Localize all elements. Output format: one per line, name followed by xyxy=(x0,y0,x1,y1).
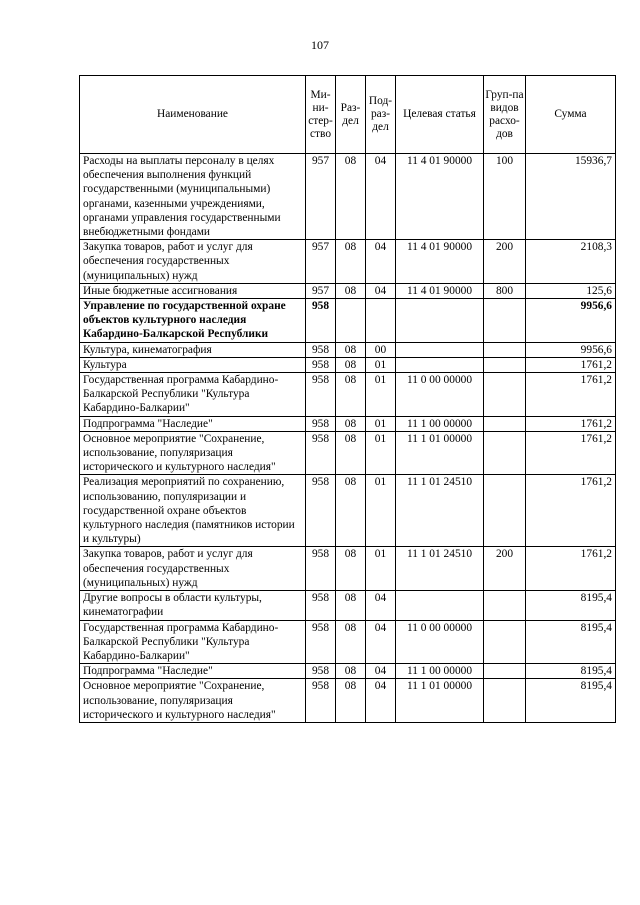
header-target: Целевая статья xyxy=(396,76,484,154)
cell-sum: 125,6 xyxy=(526,283,616,298)
cell-target: 11 1 01 00000 xyxy=(396,679,484,723)
cell-name: Управление по государственной охране объектов культурного наследия Кабардино-Балкарской Республики xyxy=(80,299,306,343)
cell-section: 08 xyxy=(336,679,366,723)
table-row xyxy=(80,591,616,620)
cell-subsection: 04 xyxy=(366,664,396,679)
budget-table xyxy=(79,75,616,723)
cell-ministry: 957 xyxy=(306,154,336,240)
table-row xyxy=(80,240,616,284)
cell-group xyxy=(484,475,526,547)
cell-sum: 1761,2 xyxy=(526,547,616,591)
table-row xyxy=(80,679,616,723)
cell-section: 08 xyxy=(336,416,366,431)
cell-ministry: 958 xyxy=(306,475,336,547)
cell-name: Культура xyxy=(80,357,306,372)
cell-ministry: 958 xyxy=(306,299,336,343)
cell-sum: 8195,4 xyxy=(526,620,616,664)
cell-target: 11 1 01 24510 xyxy=(396,547,484,591)
cell-target: 11 0 00 00000 xyxy=(396,373,484,417)
cell-section: 08 xyxy=(336,620,366,664)
cell-sum: 9956,6 xyxy=(526,342,616,357)
cell-section: 08 xyxy=(336,357,366,372)
cell-section: 08 xyxy=(336,547,366,591)
cell-target: 11 0 00 00000 xyxy=(396,620,484,664)
cell-target: 11 1 00 00000 xyxy=(396,664,484,679)
cell-subsection: 00 xyxy=(366,342,396,357)
header-subsection: Под-раз-дел xyxy=(366,76,396,154)
cell-name: Государственная программа Кабардино-Балкарской Республики "Культура Кабардино-Балкарии" xyxy=(80,373,306,417)
header-ministry: Ми-ни-стер-ство xyxy=(306,76,336,154)
cell-group xyxy=(484,416,526,431)
table-row xyxy=(80,283,616,298)
page-number: 107 xyxy=(311,38,329,52)
cell-section: 08 xyxy=(336,342,366,357)
cell-ministry: 958 xyxy=(306,342,336,357)
cell-name: Подпрограмма "Наследие" xyxy=(80,664,306,679)
cell-name: Подпрограмма "Наследие" xyxy=(80,416,306,431)
cell-target xyxy=(396,342,484,357)
cell-section: 08 xyxy=(336,431,366,475)
table-row xyxy=(80,664,616,679)
cell-subsection: 01 xyxy=(366,416,396,431)
cell-section: 08 xyxy=(336,591,366,620)
cell-section: 08 xyxy=(336,154,366,240)
cell-sum: 8195,4 xyxy=(526,591,616,620)
cell-target: 11 4 01 90000 xyxy=(396,283,484,298)
cell-ministry: 958 xyxy=(306,547,336,591)
cell-ministry: 958 xyxy=(306,620,336,664)
cell-subsection: 04 xyxy=(366,591,396,620)
table-row xyxy=(80,299,616,343)
cell-ministry: 957 xyxy=(306,240,336,284)
cell-group xyxy=(484,664,526,679)
cell-sum: 1761,2 xyxy=(526,357,616,372)
cell-ministry: 958 xyxy=(306,416,336,431)
header-sum: Сумма xyxy=(526,76,616,154)
table-row xyxy=(80,431,616,475)
cell-section xyxy=(336,299,366,343)
cell-ministry: 958 xyxy=(306,664,336,679)
cell-target xyxy=(396,357,484,372)
table-header-row xyxy=(80,76,616,154)
cell-subsection: 04 xyxy=(366,620,396,664)
cell-section: 08 xyxy=(336,475,366,547)
cell-sum: 2108,3 xyxy=(526,240,616,284)
table-row xyxy=(80,373,616,417)
cell-target: 11 1 01 00000 xyxy=(396,431,484,475)
cell-name: Основное мероприятие "Сохранение, использование, популяризация исторического и культурного наследия" xyxy=(80,679,306,723)
cell-group xyxy=(484,357,526,372)
cell-group: 200 xyxy=(484,547,526,591)
cell-sum: 15936,7 xyxy=(526,154,616,240)
cell-name: Реализация мероприятий по сохранению, использованию, популяризации и государственной охране объектов культурного наследия (памятников истории и культуры) xyxy=(80,475,306,547)
header-name: Наименование xyxy=(80,76,306,154)
cell-sum: 9956,6 xyxy=(526,299,616,343)
cell-section: 08 xyxy=(336,664,366,679)
cell-subsection: 01 xyxy=(366,357,396,372)
table-row xyxy=(80,357,616,372)
cell-name: Закупка товаров, работ и услуг для обеспечения государственных (муниципальных) нужд xyxy=(80,547,306,591)
header-group: Груп-па видов расхо-дов xyxy=(484,76,526,154)
cell-group: 100 xyxy=(484,154,526,240)
cell-ministry: 958 xyxy=(306,373,336,417)
cell-target: 11 4 01 90000 xyxy=(396,154,484,240)
cell-ministry: 957 xyxy=(306,283,336,298)
cell-group: 200 xyxy=(484,240,526,284)
cell-subsection: 04 xyxy=(366,679,396,723)
cell-subsection: 04 xyxy=(366,240,396,284)
cell-sum: 8195,4 xyxy=(526,664,616,679)
cell-subsection xyxy=(366,299,396,343)
cell-target: 11 4 01 90000 xyxy=(396,240,484,284)
table-row xyxy=(80,475,616,547)
cell-target: 11 1 00 00000 xyxy=(396,416,484,431)
cell-subsection: 01 xyxy=(366,475,396,547)
cell-name: Иные бюджетные ассигнования xyxy=(80,283,306,298)
cell-sum: 8195,4 xyxy=(526,679,616,723)
table-row xyxy=(80,154,616,240)
cell-name: Расходы на выплаты персоналу в целях обеспечения выполнения функций государственными (муниципальными) органами, казенными учреждениями, органами управления государственными внебюджетными фондами xyxy=(80,154,306,240)
cell-group xyxy=(484,342,526,357)
cell-sum: 1761,2 xyxy=(526,475,616,547)
cell-sum: 1761,2 xyxy=(526,431,616,475)
table-row xyxy=(80,547,616,591)
cell-subsection: 01 xyxy=(366,431,396,475)
table-row xyxy=(80,416,616,431)
cell-section: 08 xyxy=(336,373,366,417)
cell-subsection: 04 xyxy=(366,154,396,240)
cell-subsection: 01 xyxy=(366,547,396,591)
cell-group xyxy=(484,679,526,723)
cell-group xyxy=(484,431,526,475)
cell-name: Государственная программа Кабардино-Балкарской Республики "Культура Кабардино-Балкарии" xyxy=(80,620,306,664)
cell-ministry: 958 xyxy=(306,591,336,620)
cell-group xyxy=(484,373,526,417)
table-row xyxy=(80,342,616,357)
cell-group xyxy=(484,591,526,620)
cell-subsection: 01 xyxy=(366,373,396,417)
cell-target: 11 1 01 24510 xyxy=(396,475,484,547)
cell-group xyxy=(484,299,526,343)
cell-target xyxy=(396,591,484,620)
cell-section: 08 xyxy=(336,283,366,298)
cell-group xyxy=(484,620,526,664)
cell-subsection: 04 xyxy=(366,283,396,298)
cell-name: Другие вопросы в области культуры, кинематографии xyxy=(80,591,306,620)
header-section: Раз-дел xyxy=(336,76,366,154)
cell-name: Культура, кинематография xyxy=(80,342,306,357)
cell-target xyxy=(396,299,484,343)
cell-ministry: 958 xyxy=(306,431,336,475)
cell-name: Основное мероприятие "Сохранение, использование, популяризация исторического и культурного наследия" xyxy=(80,431,306,475)
cell-ministry: 958 xyxy=(306,679,336,723)
cell-sum: 1761,2 xyxy=(526,373,616,417)
cell-sum: 1761,2 xyxy=(526,416,616,431)
cell-group: 800 xyxy=(484,283,526,298)
cell-section: 08 xyxy=(336,240,366,284)
cell-name: Закупка товаров, работ и услуг для обеспечения государственных (муниципальных) нужд xyxy=(80,240,306,284)
table-row xyxy=(80,620,616,664)
cell-ministry: 958 xyxy=(306,357,336,372)
